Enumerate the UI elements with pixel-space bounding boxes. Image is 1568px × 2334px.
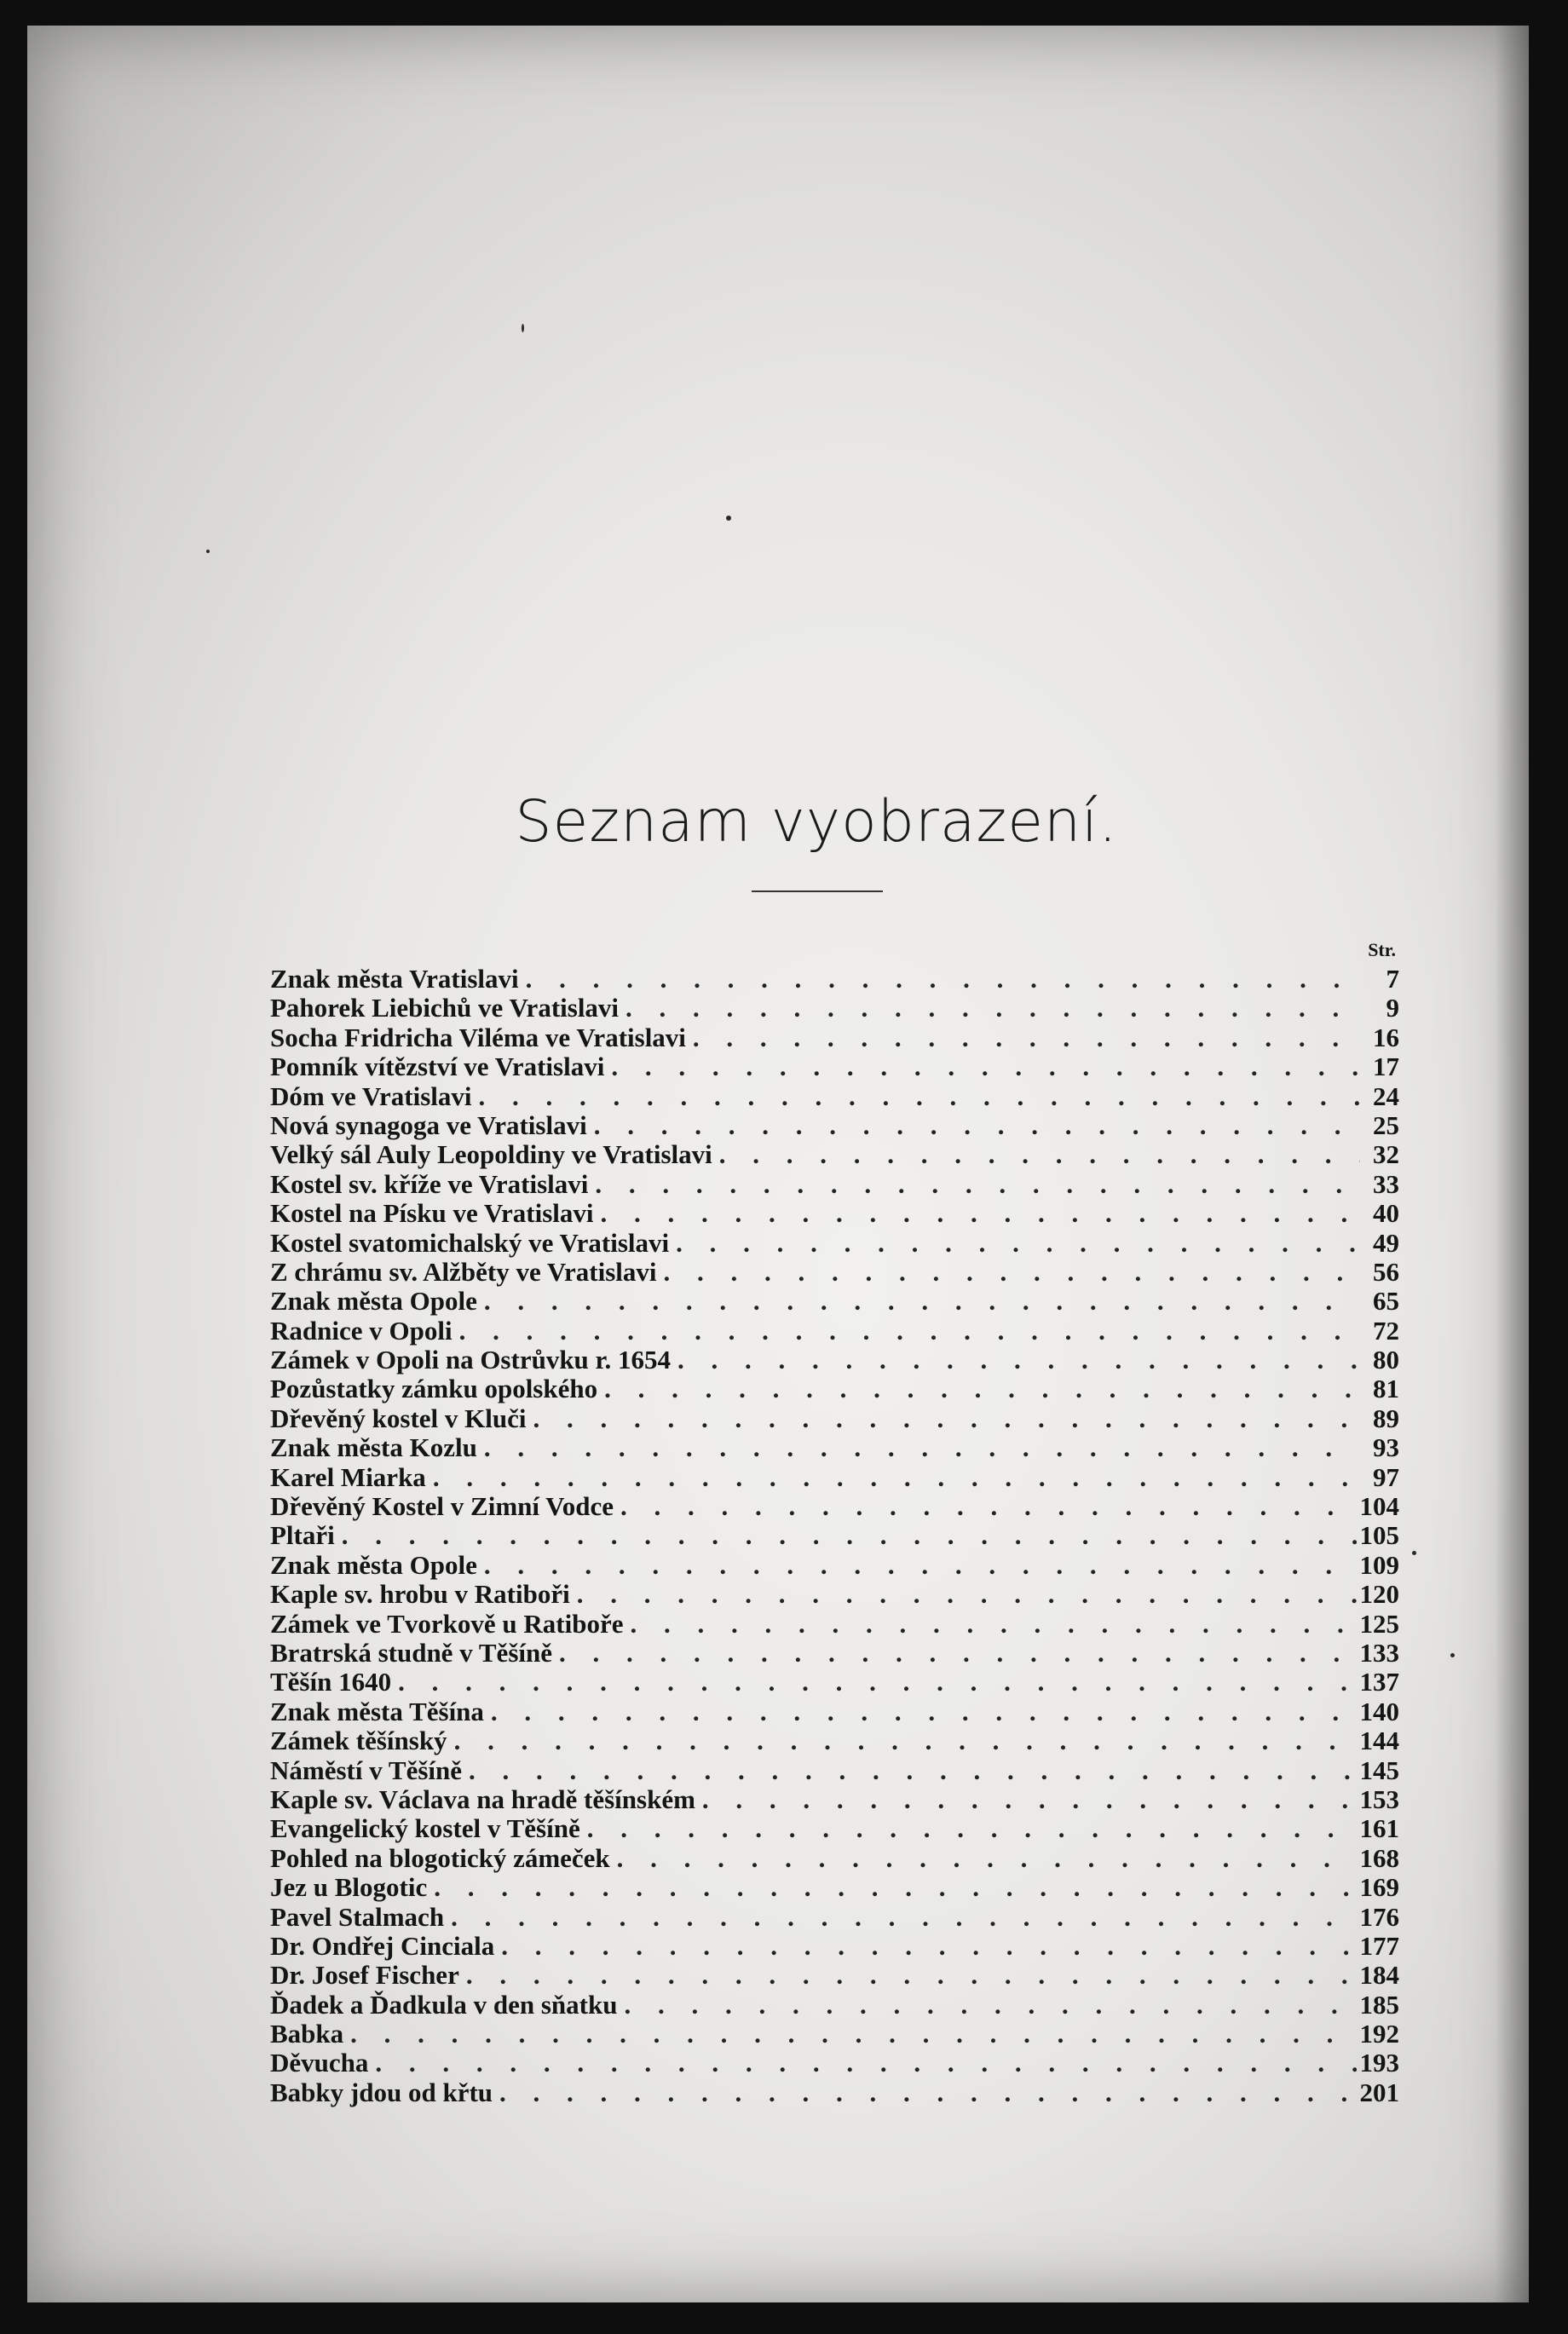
entry-page-number: 185 (1359, 1990, 1399, 2020)
entry-page-number: 89 (1373, 1403, 1399, 1433)
list-item (270, 1551, 1399, 1580)
dot-leader (462, 1756, 1356, 1785)
entry-title: Pohled na blogotický zámeček (270, 1843, 610, 1873)
dot-leader (427, 1873, 1356, 1902)
entry-page-number: 40 (1373, 1199, 1399, 1229)
entry-page-number: 193 (1359, 2049, 1399, 2078)
list-item (270, 1023, 1399, 1052)
list-item (270, 1756, 1399, 1785)
list-item (270, 1052, 1399, 1081)
entry-page-number: 109 (1359, 1550, 1399, 1580)
dot-leader (610, 1844, 1357, 1873)
dot-leader (604, 1052, 1360, 1081)
entry-page-number: 9 (1386, 994, 1399, 1023)
entry-page-number: 105 (1359, 1521, 1399, 1551)
entries-container (270, 965, 1399, 2107)
dot-leader (587, 1111, 1360, 1140)
entry-title: Karel Miarka (270, 1462, 426, 1492)
list-item (270, 1140, 1399, 1169)
entry-page-number: 24 (1373, 1081, 1399, 1111)
list-item (270, 994, 1399, 1023)
dot-leader (477, 1433, 1360, 1462)
dot-leader (444, 1903, 1356, 1932)
entry-title: Znak města Vratislavi (270, 965, 519, 994)
entry-page-number: 153 (1359, 1784, 1399, 1814)
list-item (270, 1726, 1399, 1755)
list-item (270, 1287, 1399, 1316)
entry-page-number: 49 (1373, 1228, 1399, 1258)
entry-title: Náměstí v Těšíně (270, 1755, 463, 1785)
list-item (270, 1463, 1399, 1492)
entry-page-number: 144 (1359, 1726, 1399, 1756)
dot-leader (459, 1961, 1357, 1990)
list-item (270, 1170, 1399, 1199)
dot-leader (471, 1082, 1360, 1111)
dot-leader (426, 1463, 1360, 1492)
dot-leader (477, 1551, 1357, 1580)
dot-leader (669, 1229, 1360, 1258)
list-item (270, 1639, 1399, 1668)
list-item (270, 1346, 1399, 1374)
list-item (270, 1932, 1399, 1961)
list-item (270, 1844, 1399, 1873)
entry-title: Dřevěný Kostel v Zimní Vodce (270, 1492, 614, 1522)
list-item (270, 1229, 1399, 1258)
entry-title: Kaple sv. Václava na hradě těšínském (270, 1784, 695, 1814)
entry-page-number: 201 (1359, 2078, 1399, 2107)
dot-leader (619, 994, 1360, 1023)
dot-leader (453, 1317, 1360, 1346)
entry-page-number: 168 (1359, 1843, 1399, 1873)
entry-page-number: 169 (1359, 1873, 1399, 1903)
dot-leader (570, 1580, 1357, 1609)
list-item (270, 1961, 1399, 1990)
list-item (270, 1873, 1399, 1902)
dot-leader (712, 1140, 1360, 1169)
list-item (270, 1404, 1399, 1433)
entry-page-number: 56 (1373, 1257, 1399, 1287)
entry-title: Pavel Stalmach (270, 1902, 445, 1932)
dot-leader (527, 1404, 1361, 1433)
list-item (270, 1903, 1399, 1932)
page-edge-shadow (1495, 26, 1529, 2302)
dot-leader (597, 1374, 1360, 1403)
list-item (270, 1433, 1399, 1462)
dot-leader (477, 1287, 1360, 1316)
list-item (270, 1697, 1399, 1726)
entry-title: Dóm ve Vratislavi (270, 1081, 472, 1111)
list-item (270, 1668, 1399, 1697)
list-item (270, 1258, 1399, 1287)
dot-leader (617, 1991, 1356, 2020)
dot-leader (580, 1814, 1357, 1843)
entry-page-number: 97 (1373, 1462, 1399, 1492)
list-item (270, 1492, 1399, 1521)
entry-page-number: 17 (1373, 1052, 1399, 1082)
entry-page-number: 7 (1386, 965, 1399, 994)
list-item (270, 1814, 1399, 1843)
entry-title: Děvucha (270, 2049, 369, 2078)
list-item (270, 1521, 1399, 1550)
entry-title: Pomník vítězství ve Vratislavi (270, 1052, 605, 1082)
entry-page-number: 72 (1373, 1316, 1399, 1346)
entry-title: Evangelický kostel v Těšíně (270, 1814, 580, 1844)
entry-title: Dřevěný kostel v Kluči (270, 1403, 527, 1433)
dot-leader (552, 1639, 1357, 1668)
entry-page-number: 145 (1359, 1755, 1399, 1785)
list-item (270, 1317, 1399, 1346)
entry-title: Pltaři (270, 1521, 335, 1551)
entry-page-number: 32 (1373, 1140, 1399, 1170)
entry-title: Zámek ve Tvorkově u Ratiboře (270, 1609, 624, 1639)
paper-speck (1412, 1551, 1416, 1555)
list-item (270, 1374, 1399, 1403)
entry-title: Zámek v Opoli na Ostrůvku r. 1654 (270, 1346, 671, 1375)
dot-leader (657, 1258, 1361, 1287)
entry-page-number: 177 (1359, 1931, 1399, 1961)
entry-page-number: 81 (1373, 1374, 1399, 1404)
list-item (270, 2078, 1399, 2107)
dot-leader (494, 1932, 1356, 1961)
entry-page-number: 25 (1373, 1110, 1399, 1140)
dot-leader (614, 1492, 1357, 1521)
page-column-label: Str. (1368, 939, 1396, 960)
paper-speck (206, 550, 210, 553)
entry-page-number: 161 (1359, 1814, 1399, 1844)
dot-leader (519, 965, 1360, 994)
page-title: Seznam vyobrazení. (515, 788, 1118, 856)
entry-page-number: 80 (1373, 1346, 1399, 1375)
entry-title: Znak města Kozlu (270, 1433, 477, 1463)
title-divider (752, 890, 883, 892)
entry-title: Znak města Opole (270, 1287, 477, 1317)
entry-title: Jez u Blogotic (270, 1873, 428, 1903)
paper-speck (1450, 1653, 1455, 1657)
illustration-list (270, 936, 1399, 2107)
list-item (270, 1991, 1399, 2020)
entry-title: Dr. Ondřej Cinciala (270, 1931, 495, 1961)
dot-leader (368, 2049, 1356, 2078)
dot-leader (623, 1610, 1356, 1639)
dot-leader (447, 1726, 1357, 1755)
entry-title: Velký sál Auly Leopoldiny ve Vratislavi (270, 1140, 712, 1170)
dot-leader (686, 1023, 1360, 1052)
list-item (270, 1199, 1399, 1228)
entry-title: Bratrská studně v Těšíně (270, 1638, 552, 1668)
list-item (270, 1082, 1399, 1111)
dot-leader (343, 2020, 1356, 2049)
list-item (270, 965, 1399, 994)
list-item (270, 2049, 1399, 2078)
list-item (270, 1580, 1399, 1609)
entry-title: Socha Fridricha Viléma ve Vratislavi (270, 1023, 686, 1052)
dot-leader (671, 1346, 1360, 1374)
entry-page-number: 137 (1359, 1668, 1399, 1697)
entry-page-number: 104 (1359, 1492, 1399, 1522)
entry-page-number: 65 (1373, 1287, 1399, 1317)
dot-leader (588, 1170, 1360, 1199)
entry-title: Kostel svatomichalský ve Vratislavi (270, 1228, 670, 1258)
entry-page-number: 33 (1373, 1169, 1399, 1199)
dot-leader (695, 1785, 1357, 1814)
entry-title: Pahorek Liebichů ve Vratislavi (270, 994, 620, 1023)
entry-title: Kostel na Písku ve Vratislavi (270, 1199, 594, 1229)
entry-title: Kaple sv. hrobu v Ratiboři (270, 1580, 570, 1610)
entry-page-number: 192 (1359, 2020, 1399, 2049)
entry-page-number: 93 (1373, 1433, 1399, 1463)
entry-page-number: 176 (1359, 1902, 1399, 1932)
entry-title: Ďadek a Ďadkula v den sňatku (270, 1990, 618, 2020)
dot-leader (391, 1668, 1356, 1697)
entry-page-number: 16 (1373, 1023, 1399, 1052)
entry-title: Z chrámu sv. Alžběty ve Vratislavi (270, 1257, 657, 1287)
list-item (270, 1785, 1399, 1814)
entry-page-number: 125 (1359, 1609, 1399, 1639)
entry-title: Dr. Josef Fischer (270, 1961, 459, 1991)
entry-title: Nová synagoga ve Vratislavi (270, 1110, 587, 1140)
dot-leader (484, 1697, 1357, 1726)
dot-leader (593, 1199, 1360, 1228)
entry-page-number: 133 (1359, 1638, 1399, 1668)
entry-title: Babka (270, 2020, 344, 2049)
entry-title: Babky jdou od křtu (270, 2078, 493, 2107)
entry-title: Kostel sv. kříže ve Vratislavi (270, 1169, 589, 1199)
dot-leader (493, 2078, 1356, 2107)
entry-title: Pozůstatky zámku opolského (270, 1374, 598, 1404)
list-item (270, 2020, 1399, 2049)
entry-page-number: 140 (1359, 1697, 1399, 1726)
paper-speck (522, 324, 524, 332)
book-page (27, 26, 1529, 2302)
paper-speck (726, 516, 731, 521)
entry-title: Znak města Opole (270, 1550, 477, 1580)
dot-leader (335, 1521, 1357, 1550)
list-item (270, 1111, 1399, 1140)
entry-title: Znak města Těšína (270, 1697, 484, 1726)
entry-title: Těšín 1640 (270, 1668, 392, 1697)
list-item (270, 1610, 1399, 1639)
entry-title: Zámek těšínský (270, 1726, 447, 1756)
entry-page-number: 120 (1359, 1580, 1399, 1610)
entry-page-number: 184 (1359, 1961, 1399, 1991)
entry-title: Radnice v Opoli (270, 1316, 453, 1346)
